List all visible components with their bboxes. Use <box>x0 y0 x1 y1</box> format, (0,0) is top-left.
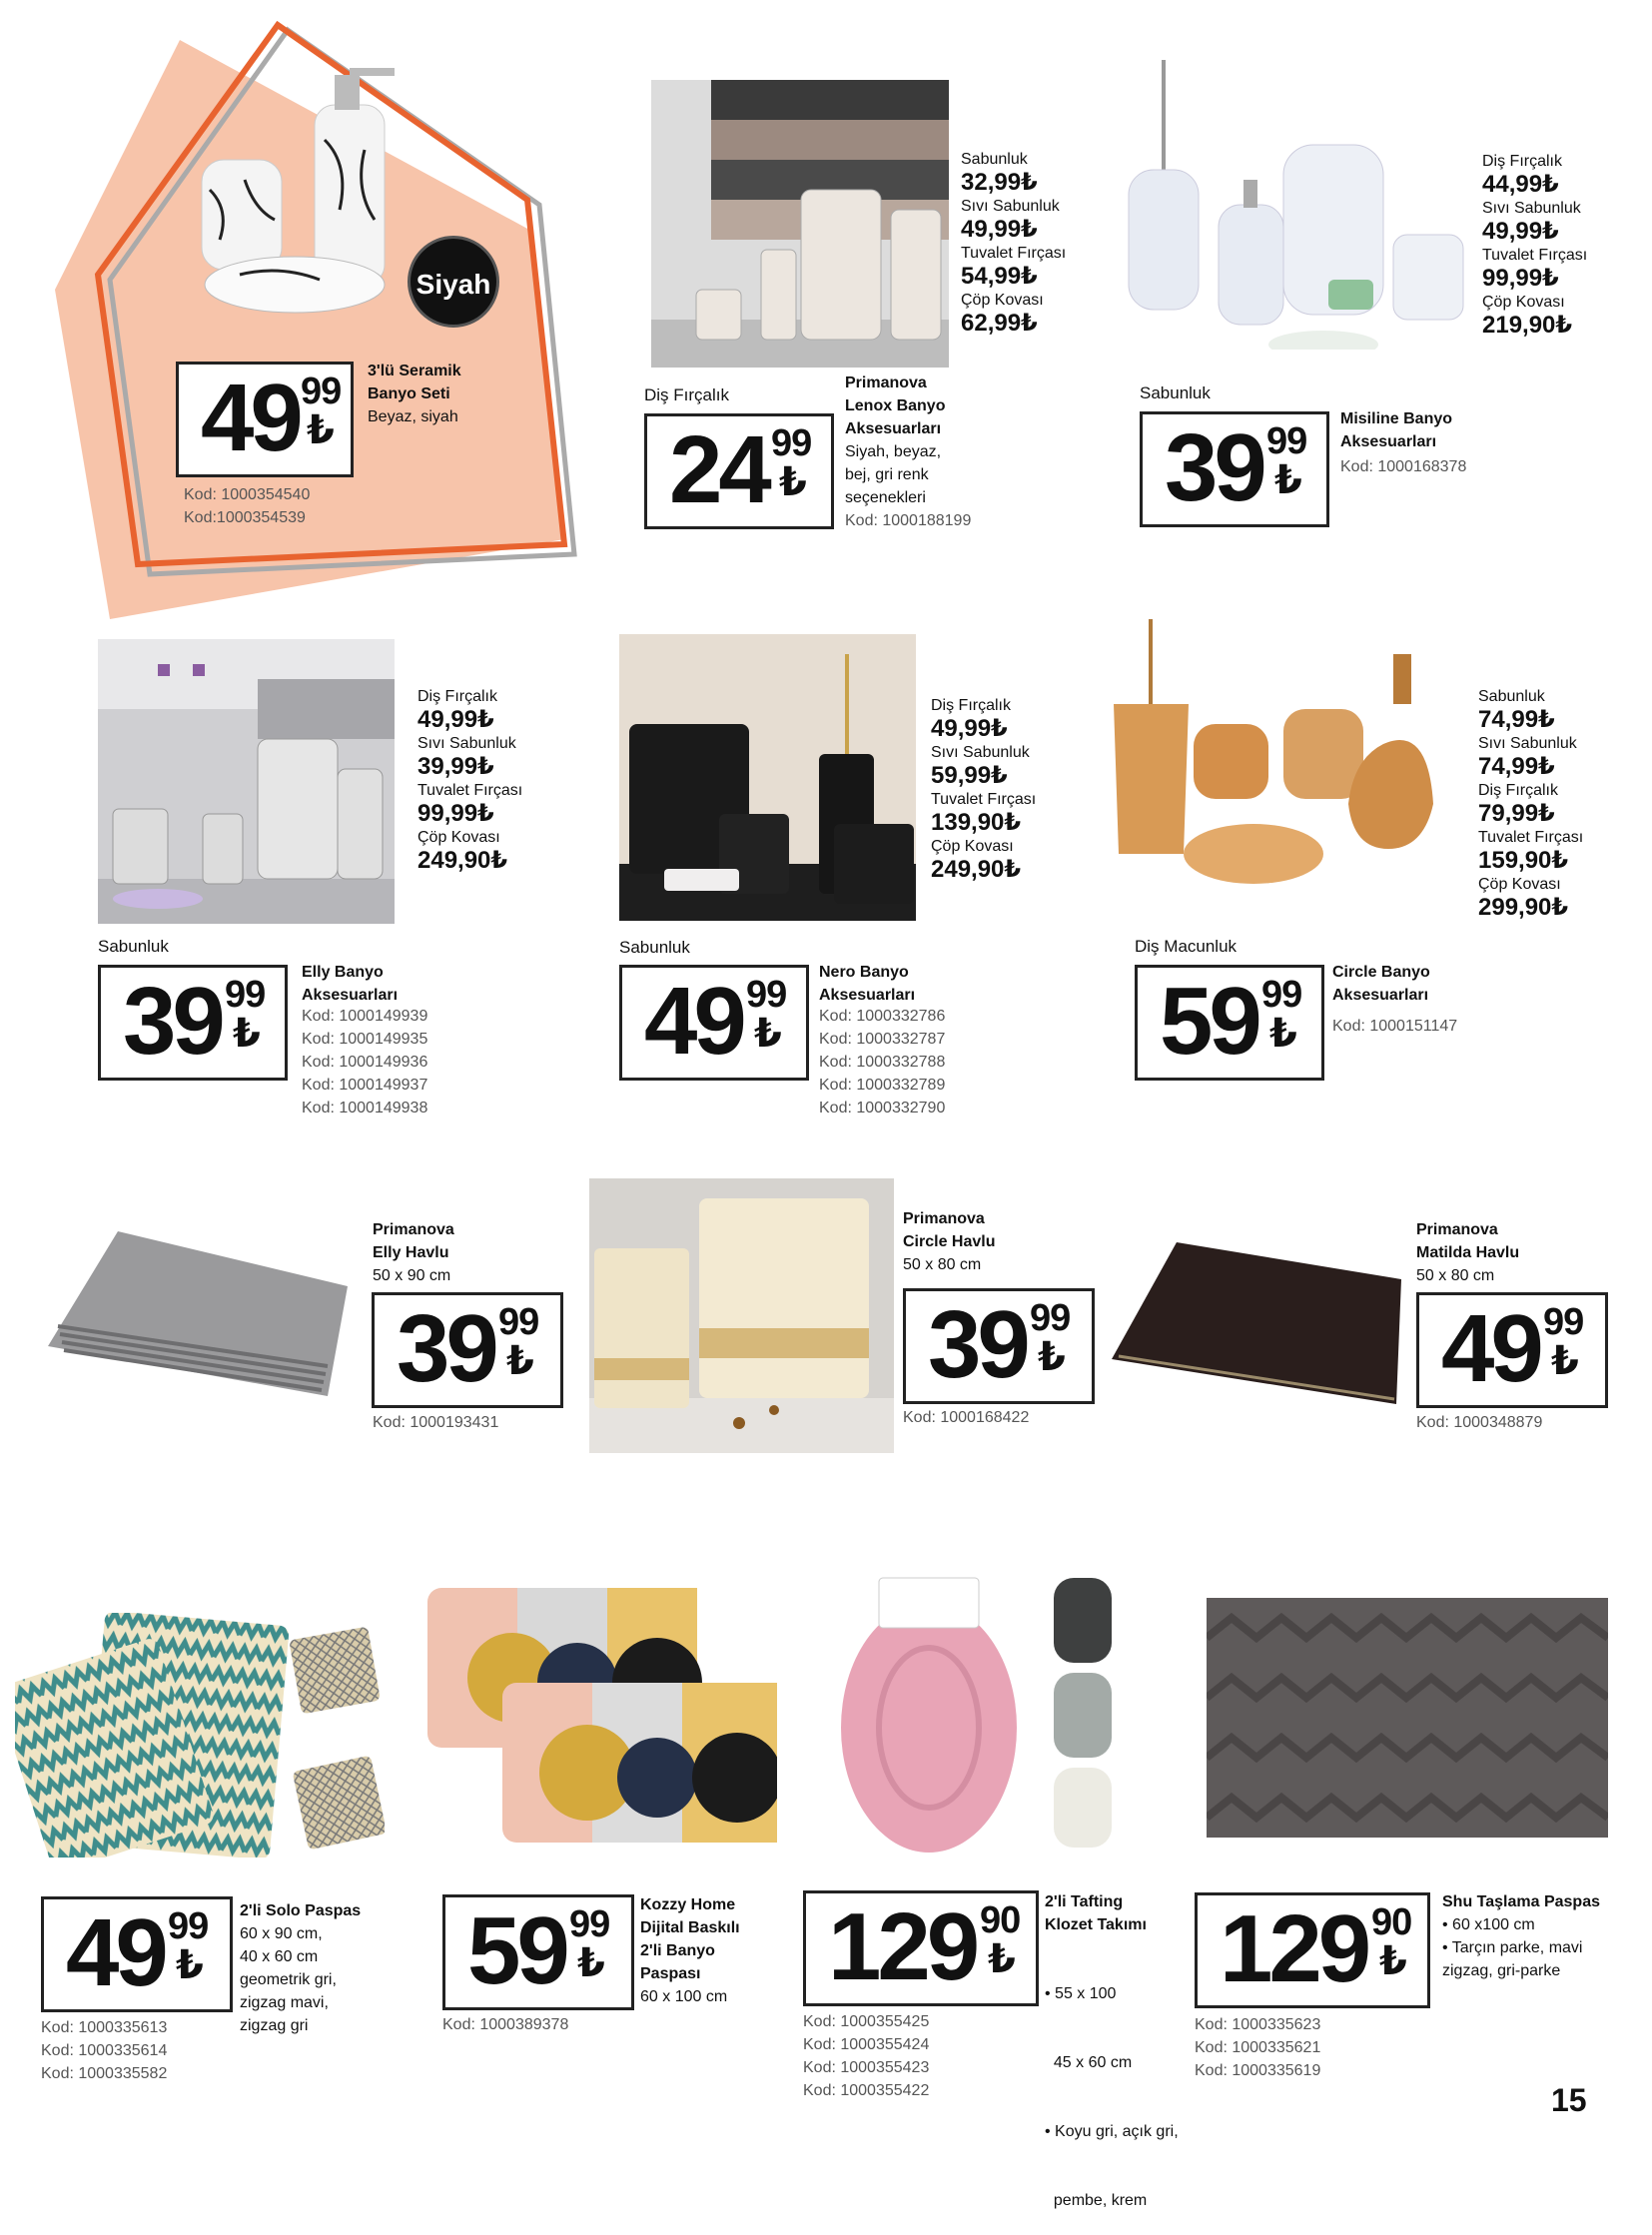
kozzy-image <box>427 1588 777 1848</box>
kozzy-kods: Kod: 1000389378 <box>442 2016 569 2033</box>
currency-symbol: ₺ <box>754 1012 782 1056</box>
price-integer: 49 <box>201 365 300 471</box>
circle-price-box <box>1135 965 1324 1081</box>
lenox-name: Primanova Lenox Banyo Aksesuarları <box>845 374 946 437</box>
price-integer: 39 <box>397 1295 495 1402</box>
elly-havlu-kods: Kod: 1000193431 <box>373 1414 499 1431</box>
elly-havlu-name: Primanova Elly Havlu <box>373 1221 454 1261</box>
currency-symbol: ₺ <box>307 408 335 452</box>
page-number: 15 <box>1551 2082 1587 2118</box>
price-integer: 49 <box>1441 1295 1540 1402</box>
currency-symbol: ₺ <box>233 1012 261 1056</box>
seramik-kods: Kod: 1000354540 Kod:1000354539 <box>184 486 311 526</box>
circle-image <box>1104 614 1463 914</box>
price-decimal: 90 <box>980 1899 1021 1941</box>
price-decimal: 99 <box>1266 420 1307 462</box>
currency-symbol: ₺ <box>506 1339 534 1383</box>
shu-price-box <box>1195 1892 1430 2008</box>
circle-havlu-price-box <box>903 1288 1095 1404</box>
price-decimal: 99 <box>498 1301 539 1343</box>
price-decimal: 99 <box>1543 1301 1584 1343</box>
price-integer: 129 <box>1220 1895 1368 2002</box>
price-integer: 59 <box>467 1897 566 2004</box>
price-integer: 39 <box>928 1291 1027 1398</box>
circle-price-list: Sabunluk 74,99₺ Sıvı Sabunluk 74,99₺ Diş Fırçalık 79,99₺ Tuvalet Fırçası 159,90₺ Çöp Kovası 299,90₺ <box>1478 688 1584 921</box>
circle-havlu-name: Primanova Circle Havlu <box>903 1210 996 1250</box>
shu-name: Shu Taşlama Paspas <box>1442 1893 1600 1910</box>
price-decimal: 99 <box>771 422 812 464</box>
nero-price-list: Diş Fırçalık 49,99₺ Sıvı Sabunluk 59,99₺ Tuvalet Fırçası 139,90₺ Çöp Kovası 249,90₺ <box>931 697 1037 883</box>
matilda-havlu-price-box <box>1416 1292 1608 1408</box>
seramik-desc: Beyaz, siyah <box>368 408 458 425</box>
lenox-price-box <box>644 413 834 529</box>
shu-desc: • 60 x100 cm • Tarçın parke, mavi zigzag, gri-parke <box>1442 1916 1583 1979</box>
kozzy-desc: 60 x 100 cm <box>640 1988 728 2005</box>
tafting-price-box <box>803 1890 1039 2006</box>
price-decimal: 90 <box>1371 1901 1412 1943</box>
currency-symbol: ₺ <box>176 1943 204 1987</box>
lenox-image <box>651 80 949 368</box>
price-integer: 39 <box>123 968 222 1075</box>
circle-havlu-image <box>589 1178 894 1453</box>
matilda-havlu-desc: 50 x 80 cm <box>1416 1267 1495 1284</box>
currency-symbol: ₺ <box>1274 458 1302 502</box>
currency-symbol: ₺ <box>988 1937 1016 1981</box>
price-decimal: 99 <box>225 974 266 1016</box>
lenox-price-label: Diş Fırçalık <box>644 385 729 404</box>
price-decimal: 99 <box>168 1905 209 1947</box>
lenox-desc: Siyah, beyaz, bej, gri renk seçenekleri <box>845 443 942 506</box>
lenox-kods: Kod: 1000188199 <box>845 512 972 529</box>
nero-name: Nero Banyo Aksesuarları <box>819 964 916 1004</box>
solo-price-box <box>41 1896 233 2012</box>
solo-paspas-image <box>15 1613 385 1858</box>
siyah-badge: Siyah <box>408 236 499 328</box>
kozzy-price-box <box>442 1894 634 2010</box>
elly-price-list: Diş Fırçalık 49,99₺ Sıvı Sabunluk 39,99₺ Tuvalet Fırçası 99,99₺ Çöp Kovası 249,90₺ <box>417 688 523 874</box>
currency-symbol: ₺ <box>1038 1335 1066 1379</box>
currency-symbol: ₺ <box>1551 1339 1579 1383</box>
price-decimal: 99 <box>746 974 787 1016</box>
misiline-kods: Kod: 1000168378 <box>1340 458 1467 475</box>
nero-price-box <box>619 965 809 1081</box>
elly-havlu-price-box <box>372 1292 563 1408</box>
circle-name: Circle Banyo Aksesuarları <box>1332 964 1430 1004</box>
currency-symbol: ₺ <box>779 460 807 504</box>
currency-symbol: ₺ <box>1379 1939 1407 1983</box>
solo-kods: Kod: 1000335613 Kod: 1000335614 Kod: 1000335582 <box>41 2019 168 2082</box>
price-integer: 49 <box>644 968 743 1075</box>
misiline-price-list: Diş Fırçalık 44,99₺ Sıvı Sabunluk 49,99₺ Tuvalet Fırçası 99,99₺ Çöp Kovası 219,90₺ <box>1482 153 1588 339</box>
nero-image <box>619 634 916 921</box>
matilda-havlu-kods: Kod: 1000348879 <box>1416 1414 1543 1431</box>
price-decimal: 99 <box>1030 1297 1071 1339</box>
solo-name: 2'li Solo Paspas <box>240 1902 362 1919</box>
elly-havlu-desc: 50 x 90 cm <box>373 1267 451 1284</box>
price-decimal: 99 <box>569 1903 610 1945</box>
misiline-image <box>1119 55 1468 350</box>
elly-image <box>98 639 395 924</box>
circle-kods: Kod: 1000151147 <box>1332 1018 1458 1035</box>
circle-havlu-desc: 50 x 80 cm <box>903 1256 982 1273</box>
misiline-price-box <box>1140 411 1329 527</box>
seramik-set-image <box>190 60 419 330</box>
elly-kods: Kod: 1000149939 Kod: 1000149935 Kod: 1000149936 Kod: 1000149937 Kod: 1000149938 <box>302 1008 428 1117</box>
tafting-desc: • 55 x 100 45 x 60 cm • Koyu gri, açık gri, pembe, krem <box>1045 1985 1179 2209</box>
nero-price-label: Sabunluk <box>619 938 690 957</box>
elly-price-box <box>98 965 288 1081</box>
circle-havlu-kods: Kod: 1000168422 <box>903 1409 1030 1426</box>
circle-price-label: Diş Macunluk <box>1135 937 1238 956</box>
tafting-name: 2'li Tafting Klozet Takımı <box>1045 1893 1147 1933</box>
solo-desc: 60 x 90 cm, 40 x 60 cm geometrik gri, zigzag mavi, zigzag gri <box>240 1925 337 2034</box>
price-integer: 49 <box>66 1899 165 2006</box>
seramik-name: 3'lü Seramik Banyo Seti <box>368 363 461 402</box>
price-decimal: 99 <box>301 371 342 412</box>
seramik-price-box <box>176 362 354 477</box>
elly-name: Elly Banyo Aksesuarları <box>302 964 399 1004</box>
price-decimal: 99 <box>1261 974 1302 1016</box>
lenox-price-list: Sabunluk 32,99₺ Sıvı Sabunluk 49,99₺ Tuvalet Fırçası 54,99₺ Çöp Kovası 62,99₺ <box>961 151 1067 337</box>
elly-havlu-image <box>38 1226 356 1404</box>
price-integer: 129 <box>828 1893 977 2000</box>
currency-symbol: ₺ <box>577 1941 605 1985</box>
price-integer: 24 <box>669 416 768 523</box>
tafting-image <box>839 1563 1119 1853</box>
matilda-havlu-image <box>1107 1234 1406 1412</box>
tafting-kods: Kod: 1000355425 Kod: 1000355424 Kod: 1000355423 Kod: 1000355422 <box>803 2013 930 2099</box>
misiline-price-label: Sabunluk <box>1140 383 1211 402</box>
shu-kods: Kod: 1000335623 Kod: 1000335621 Kod: 1000335619 <box>1195 2016 1321 2079</box>
matilda-havlu-name: Primanova Matilda Havlu <box>1416 1221 1520 1261</box>
currency-symbol: ₺ <box>1269 1012 1297 1056</box>
elly-price-label: Sabunluk <box>98 937 169 956</box>
price-integer: 39 <box>1165 414 1263 521</box>
nero-kods: Kod: 1000332786 Kod: 1000332787 Kod: 1000332788 Kod: 1000332789 Kod: 1000332790 <box>819 1008 946 1117</box>
kozzy-name: Kozzy Home Dijital Baskılı 2'li Banyo Paspası <box>640 1896 740 1982</box>
shu-image <box>1207 1598 1608 1838</box>
misiline-name: Misiline Banyo Aksesuarları <box>1340 410 1453 450</box>
price-integer: 59 <box>1160 968 1258 1075</box>
